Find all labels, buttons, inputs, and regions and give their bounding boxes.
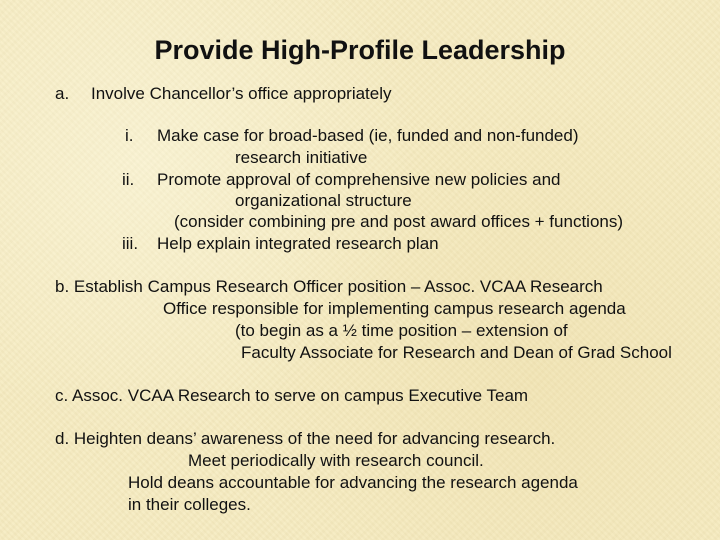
section-d-line-3: Hold deans accountable for advancing the research agenda <box>128 473 578 492</box>
section-d-line-1: d. Heighten deans’ awareness of the need for advancing research. <box>55 429 556 448</box>
section-d-line-4: in their colleges. <box>128 495 251 514</box>
item-i-line-2: research initiative <box>235 148 368 167</box>
section-b-line-4: Faculty Associate for Research and Dean of Grad School <box>241 343 672 362</box>
section-d-line-2: Meet periodically with research council. <box>188 451 484 470</box>
item-ii-numeral: ii. <box>122 170 135 189</box>
section-b-line-3: (to begin as a ½ time position – extension of <box>235 321 568 340</box>
item-ii-line-3: (consider combining pre and post award offices + functions) <box>174 212 624 231</box>
item-ii-line-2: organizational structure <box>235 191 412 210</box>
item-i-line-1: Make case for broad-based (ie, funded and non-funded) <box>157 126 579 145</box>
section-a-heading: Involve Chancellor’s office appropriately <box>91 84 392 103</box>
item-ii-line-1: Promote approval of comprehensive new policies and <box>157 170 561 189</box>
item-iii-numeral: iii. <box>122 234 139 253</box>
section-c-line-1: c. Assoc. VCAA Research to serve on campus Executive Team <box>55 386 529 405</box>
section-b-line-1: b. Establish Campus Research Officer position – Assoc. VCAA Research <box>55 277 603 296</box>
item-iii-line-1: Help explain integrated research plan <box>157 234 439 253</box>
section-b-line-2: Office responsible for implementing campus research agenda <box>163 299 626 318</box>
item-i-numeral: i. <box>125 126 134 145</box>
slide-title: Provide High-Profile Leadership <box>154 35 566 65</box>
section-a-marker: a. <box>55 84 70 103</box>
